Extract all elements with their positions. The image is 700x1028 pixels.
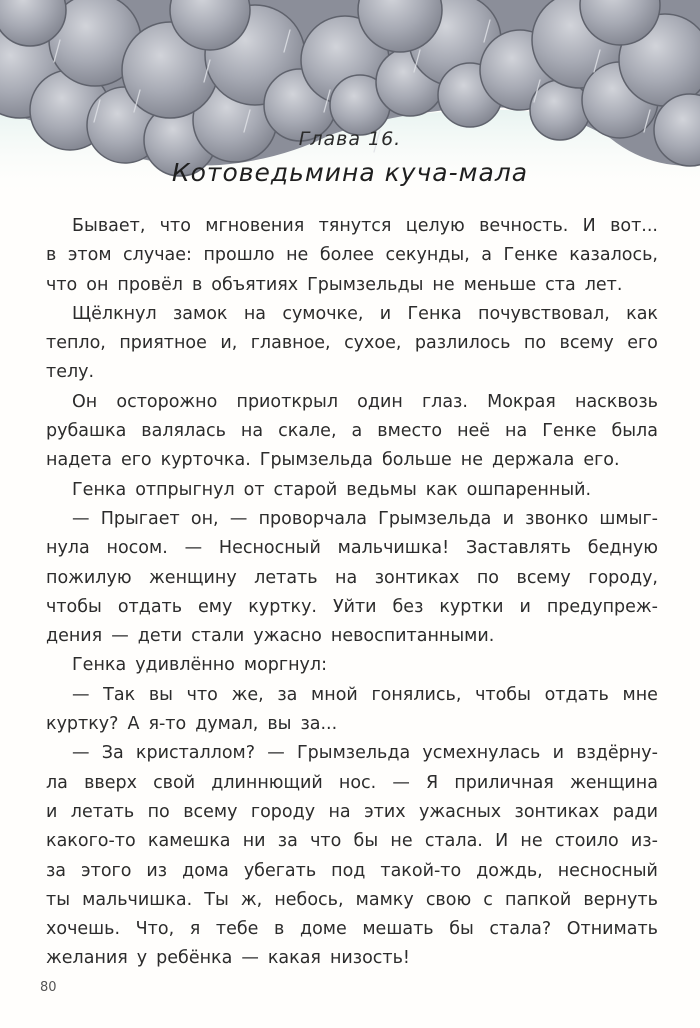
text-line: телу. <box>46 362 95 383</box>
text-line: ла вверх свой длиннющий нос. — Я приличная женщина <box>46 772 658 793</box>
text-line: — Прыгает он, — проворчала Грымзельда и звонко шмыг- <box>72 508 658 529</box>
text-line: Щёлкнул замок на сумочке, и Генка почувствовал, как <box>72 303 658 324</box>
text-line: куртку? А я-то думал, вы за... <box>46 714 338 735</box>
text-line: дения — дети стали ужасно невоспитанными. <box>46 626 495 647</box>
page-number: 80 <box>40 980 57 995</box>
text-line: за этого из дома убегать под такой-то дождь, несносный <box>46 860 658 881</box>
chapter-number: Глава 16. <box>298 128 402 150</box>
text-line: — За кристаллом? — Грымзельда усмехнулась и вздёрну- <box>72 743 658 764</box>
text-line: надета его курточка. Грымзельда больше не держала его. <box>46 450 620 471</box>
text-line: Бывает, что мгновения тянутся целую вечность. И вот... <box>72 216 658 236</box>
text-line: в этом случае: прошло не более секунды, а Генке казалось, <box>46 245 658 266</box>
text-line: — Так вы что же, за мной гонялись, чтобы отдать мне <box>72 684 658 705</box>
text-line: Генка удивлённо моргнул: <box>72 655 327 676</box>
text-line: хочешь. Что, я тебе в доме мешать бы стала? Отнимать <box>46 919 658 940</box>
text-line: какого-то камешка ни за что бы не стала. И не стоило из- <box>46 831 658 852</box>
chapter-title: Котоведьмина куча-мала <box>171 158 529 187</box>
text-line: и летать по всему городу на этих ужасных зонтиках ради <box>46 801 658 822</box>
chapter-body-text <box>46 212 658 974</box>
text-line: Он осторожно приоткрыл один глаз. Мокрая насквозь <box>72 391 658 412</box>
text-line: желания у ребёнка — какая низость! <box>46 948 410 969</box>
text-line: рубашка валялась на скале, а вместо неё на Генке была <box>46 421 658 442</box>
text-line: что он провёл в объятиях Грымзельды не меньше ста лет. <box>46 274 623 295</box>
text-line: Генка отпрыгнул от старой ведьмы как ошпаренный. <box>72 479 592 500</box>
text-line: ты мальчишка. Ты ж, небось, мамку свою с папкой вернуть <box>46 889 658 910</box>
text-line: чтобы отдать ему куртку. Уйти без куртки и предупреж- <box>46 596 658 617</box>
text-line: пожилую женщину летать на зонтиках по всему городу, <box>46 567 658 588</box>
text-line: нула носом. — Несносный мальчишка! Заставлять бедную <box>46 538 658 559</box>
text-line: тепло, приятное и, главное, сухое, разлилось по всему его <box>46 333 658 354</box>
